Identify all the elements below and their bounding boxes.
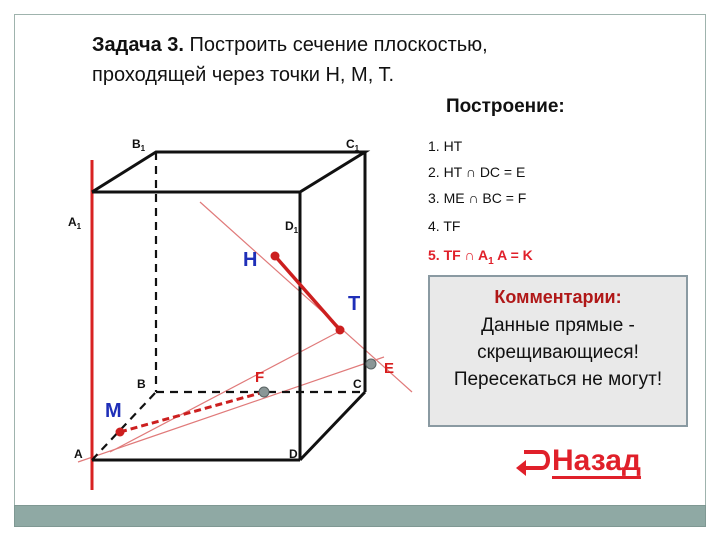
point-label-t: T	[348, 293, 361, 315]
task-title: Задача 3.	[92, 34, 184, 56]
construction-step-4: 4. TF	[428, 218, 461, 234]
vertex-label-c: C	[353, 377, 362, 391]
task-line-2: проходящей через точки H, M, T.	[92, 64, 395, 86]
construction-heading: Построение:	[446, 96, 565, 117]
back-arrow-icon[interactable]	[512, 446, 552, 482]
construction-step-2: 2. HT ∩ DC = E	[428, 164, 526, 180]
construction-step-1: 1. HT	[428, 138, 463, 154]
point-e	[366, 359, 376, 369]
comment-text: Данные прямые - скрещивающиеся! Пересекаться не могут!	[453, 315, 663, 390]
point-f	[259, 387, 269, 397]
construction-step-5: 5. TF ∩ $A_1$ A = K	[428, 247, 533, 267]
vertex-label-d: D	[289, 447, 298, 461]
vertex-label-b1: $B_1$	[132, 137, 146, 153]
section-line-ht	[275, 256, 340, 330]
point-label-e: E	[384, 360, 395, 377]
point-label-h: H	[243, 249, 258, 271]
point-t	[336, 326, 345, 335]
point-label-f: F	[255, 369, 265, 386]
top-face	[92, 152, 365, 192]
vertex-label-b: B	[137, 377, 146, 391]
comment-box	[428, 275, 688, 427]
section-line-mf	[120, 392, 264, 432]
point-label-m: M	[105, 400, 122, 422]
comment-title: Комментарии:	[494, 287, 622, 307]
construction-step-3: 3. ME ∩ BC = F	[428, 190, 527, 206]
vertex-label-c1: $C_1$	[346, 137, 360, 153]
point-m	[116, 428, 125, 437]
back-button[interactable]: Назад	[552, 444, 641, 477]
edge-dc	[300, 392, 365, 460]
task-text-1: Построить сечение плоскостью,	[189, 34, 488, 56]
vertex-label-a: A	[74, 447, 83, 461]
aux-line-through-h-t	[200, 202, 412, 392]
point-h	[271, 252, 280, 261]
vertex-label-a1: $A_1$	[68, 215, 82, 231]
vertex-label-d1: $D_1$	[285, 219, 299, 235]
aux-line-through-m-e	[78, 357, 384, 462]
